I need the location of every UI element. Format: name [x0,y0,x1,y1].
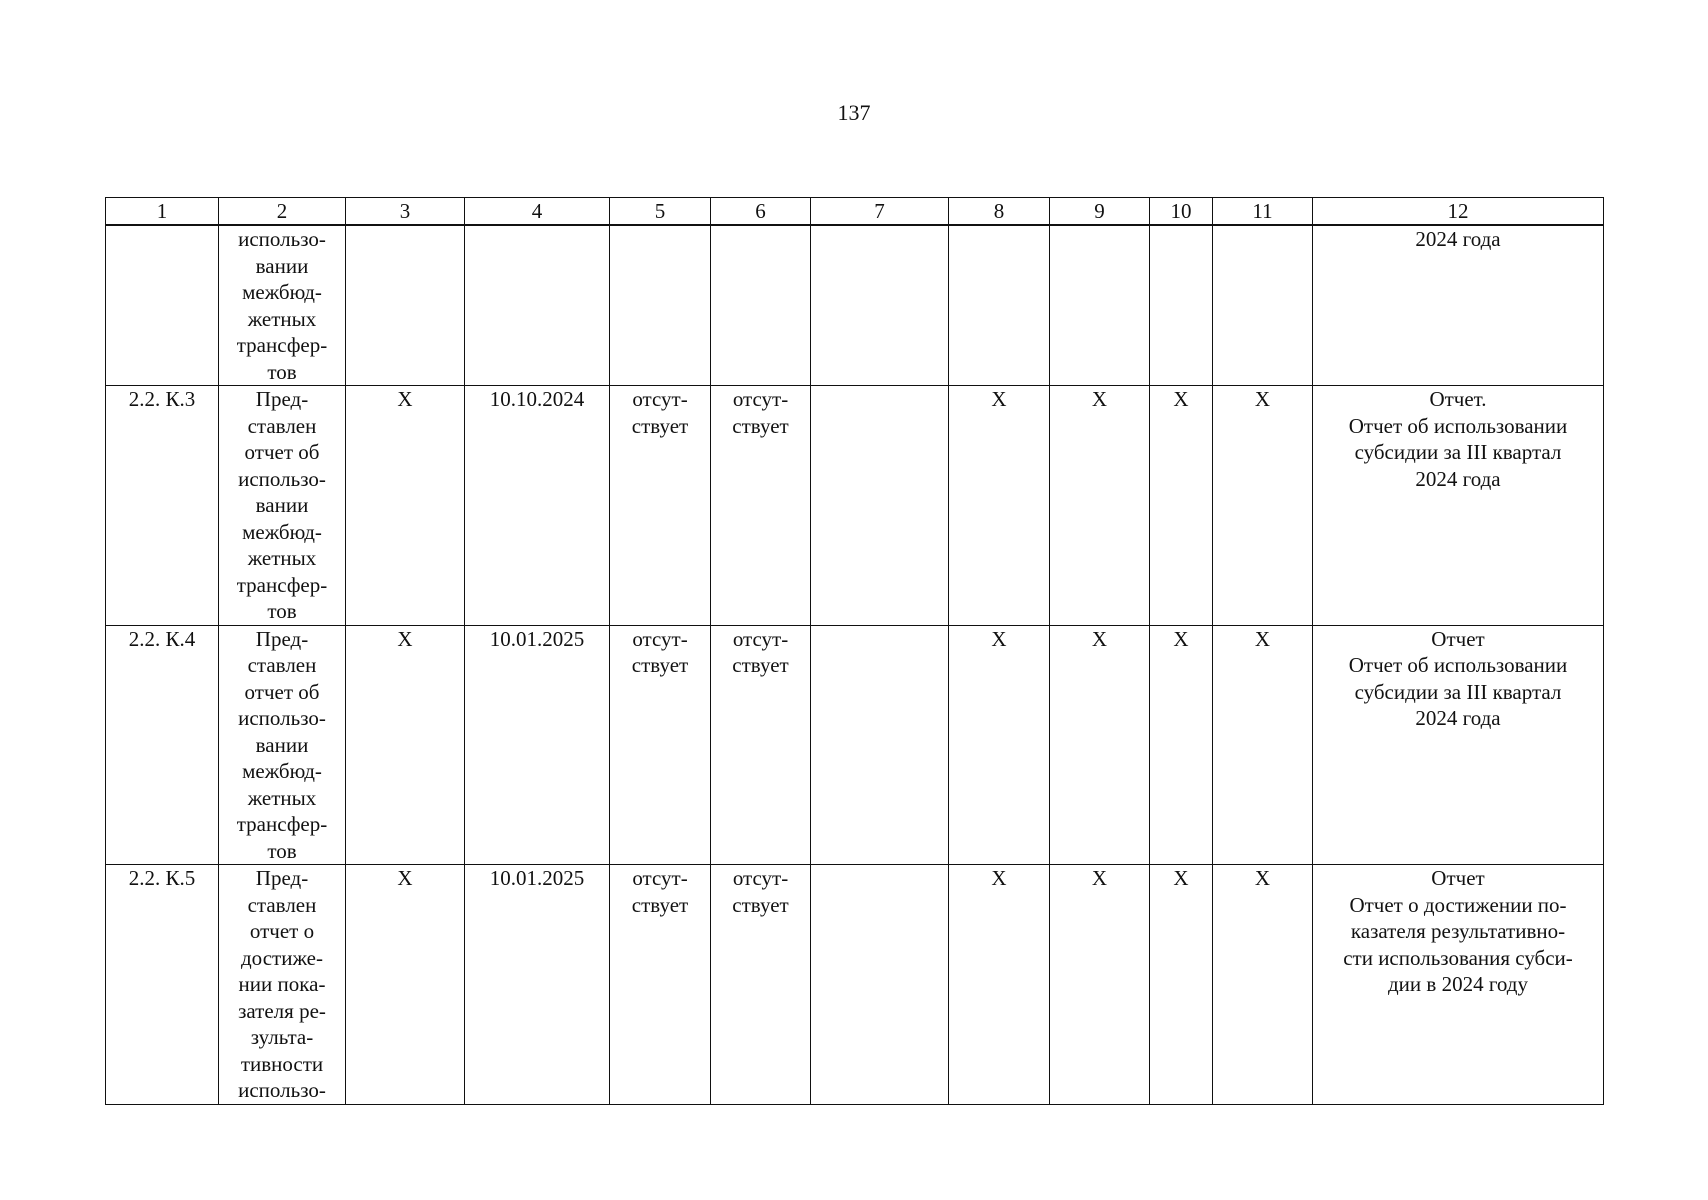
table-row [106,625,1604,865]
cell-document: 2024 года [1313,225,1604,386]
cell-col10: X [1150,386,1213,626]
cell-date: 10.01.2025 [465,625,610,865]
cell-event: использо- вании межбюд- жетных трансфер- тов [219,225,346,386]
report-table [105,197,1604,1105]
cell-col11: X [1213,386,1313,626]
cell-code [106,225,219,386]
cell-col10: X [1150,625,1213,865]
cell-col9: X [1050,865,1150,1105]
column-header-7: 7 [811,198,949,226]
cell-col11: X [1213,865,1313,1105]
cell-col11 [1213,225,1313,386]
cell-code: 2.2. К.4 [106,625,219,865]
cell-col10 [1150,225,1213,386]
column-header-3: 3 [346,198,465,226]
column-header-9: 9 [1050,198,1150,226]
cell-col3: X [346,865,465,1105]
cell-date [465,225,610,386]
cell-code: 2.2. К.3 [106,386,219,626]
cell-document: Отчет Отчет о достижении по- казателя результативно- сти использования субси- дии в 2024 году [1313,865,1604,1105]
column-header-11: 11 [1213,198,1313,226]
table-row [106,225,1604,386]
cell-col7 [811,386,949,626]
cell-event: Пред- ставлен отчет об использо- вании межбюд- жетных трансфер- тов [219,386,346,626]
cell-col10: X [1150,865,1213,1105]
column-header-4: 4 [465,198,610,226]
column-header-10: 10 [1150,198,1213,226]
cell-col3 [346,225,465,386]
cell-code: 2.2. К.5 [106,865,219,1105]
cell-date: 10.10.2024 [465,386,610,626]
cell-document: Отчет. Отчет об использовании субсидии за III квартал 2024 года [1313,386,1604,626]
column-header-6: 6 [711,198,811,226]
cell-col3: X [346,386,465,626]
cell-col8: X [949,865,1050,1105]
cell-col11: X [1213,625,1313,865]
cell-col9: X [1050,625,1150,865]
column-header-2: 2 [219,198,346,226]
cell-event: Пред- ставлен отчет о достиже- нии пока- зателя ре- зульта- тивности использо- [219,865,346,1105]
cell-col8: X [949,625,1050,865]
cell-col7 [811,865,949,1105]
cell-col5 [610,225,711,386]
cell-col8 [949,225,1050,386]
cell-col9 [1050,225,1150,386]
page-number: 137 [837,100,871,125]
column-header-5: 5 [610,198,711,226]
cell-col7 [811,625,949,865]
cell-col6: отсут- ствует [711,386,811,626]
table-row [106,865,1604,1105]
cell-col6: отсут- ствует [711,625,811,865]
cell-col6 [711,225,811,386]
column-header-1: 1 [106,198,219,226]
cell-col7 [811,225,949,386]
cell-col5: отсут- ствует [610,865,711,1105]
cell-col8: X [949,386,1050,626]
cell-col9: X [1050,386,1150,626]
cell-col6: отсут- ствует [711,865,811,1105]
table-row [106,386,1604,626]
cell-date: 10.01.2025 [465,865,610,1105]
cell-col5: отсут- ствует [610,386,711,626]
cell-document: Отчет Отчет об использовании субсидии за III квартал 2024 года [1313,625,1604,865]
cell-event: Пред- ставлен отчет об использо- вании межбюд- жетных трансфер- тов [219,625,346,865]
cell-col3: X [346,625,465,865]
column-header-12: 12 [1313,198,1604,226]
cell-col5: отсут- ствует [610,625,711,865]
column-header-8: 8 [949,198,1050,226]
table-header-row [106,198,1604,226]
